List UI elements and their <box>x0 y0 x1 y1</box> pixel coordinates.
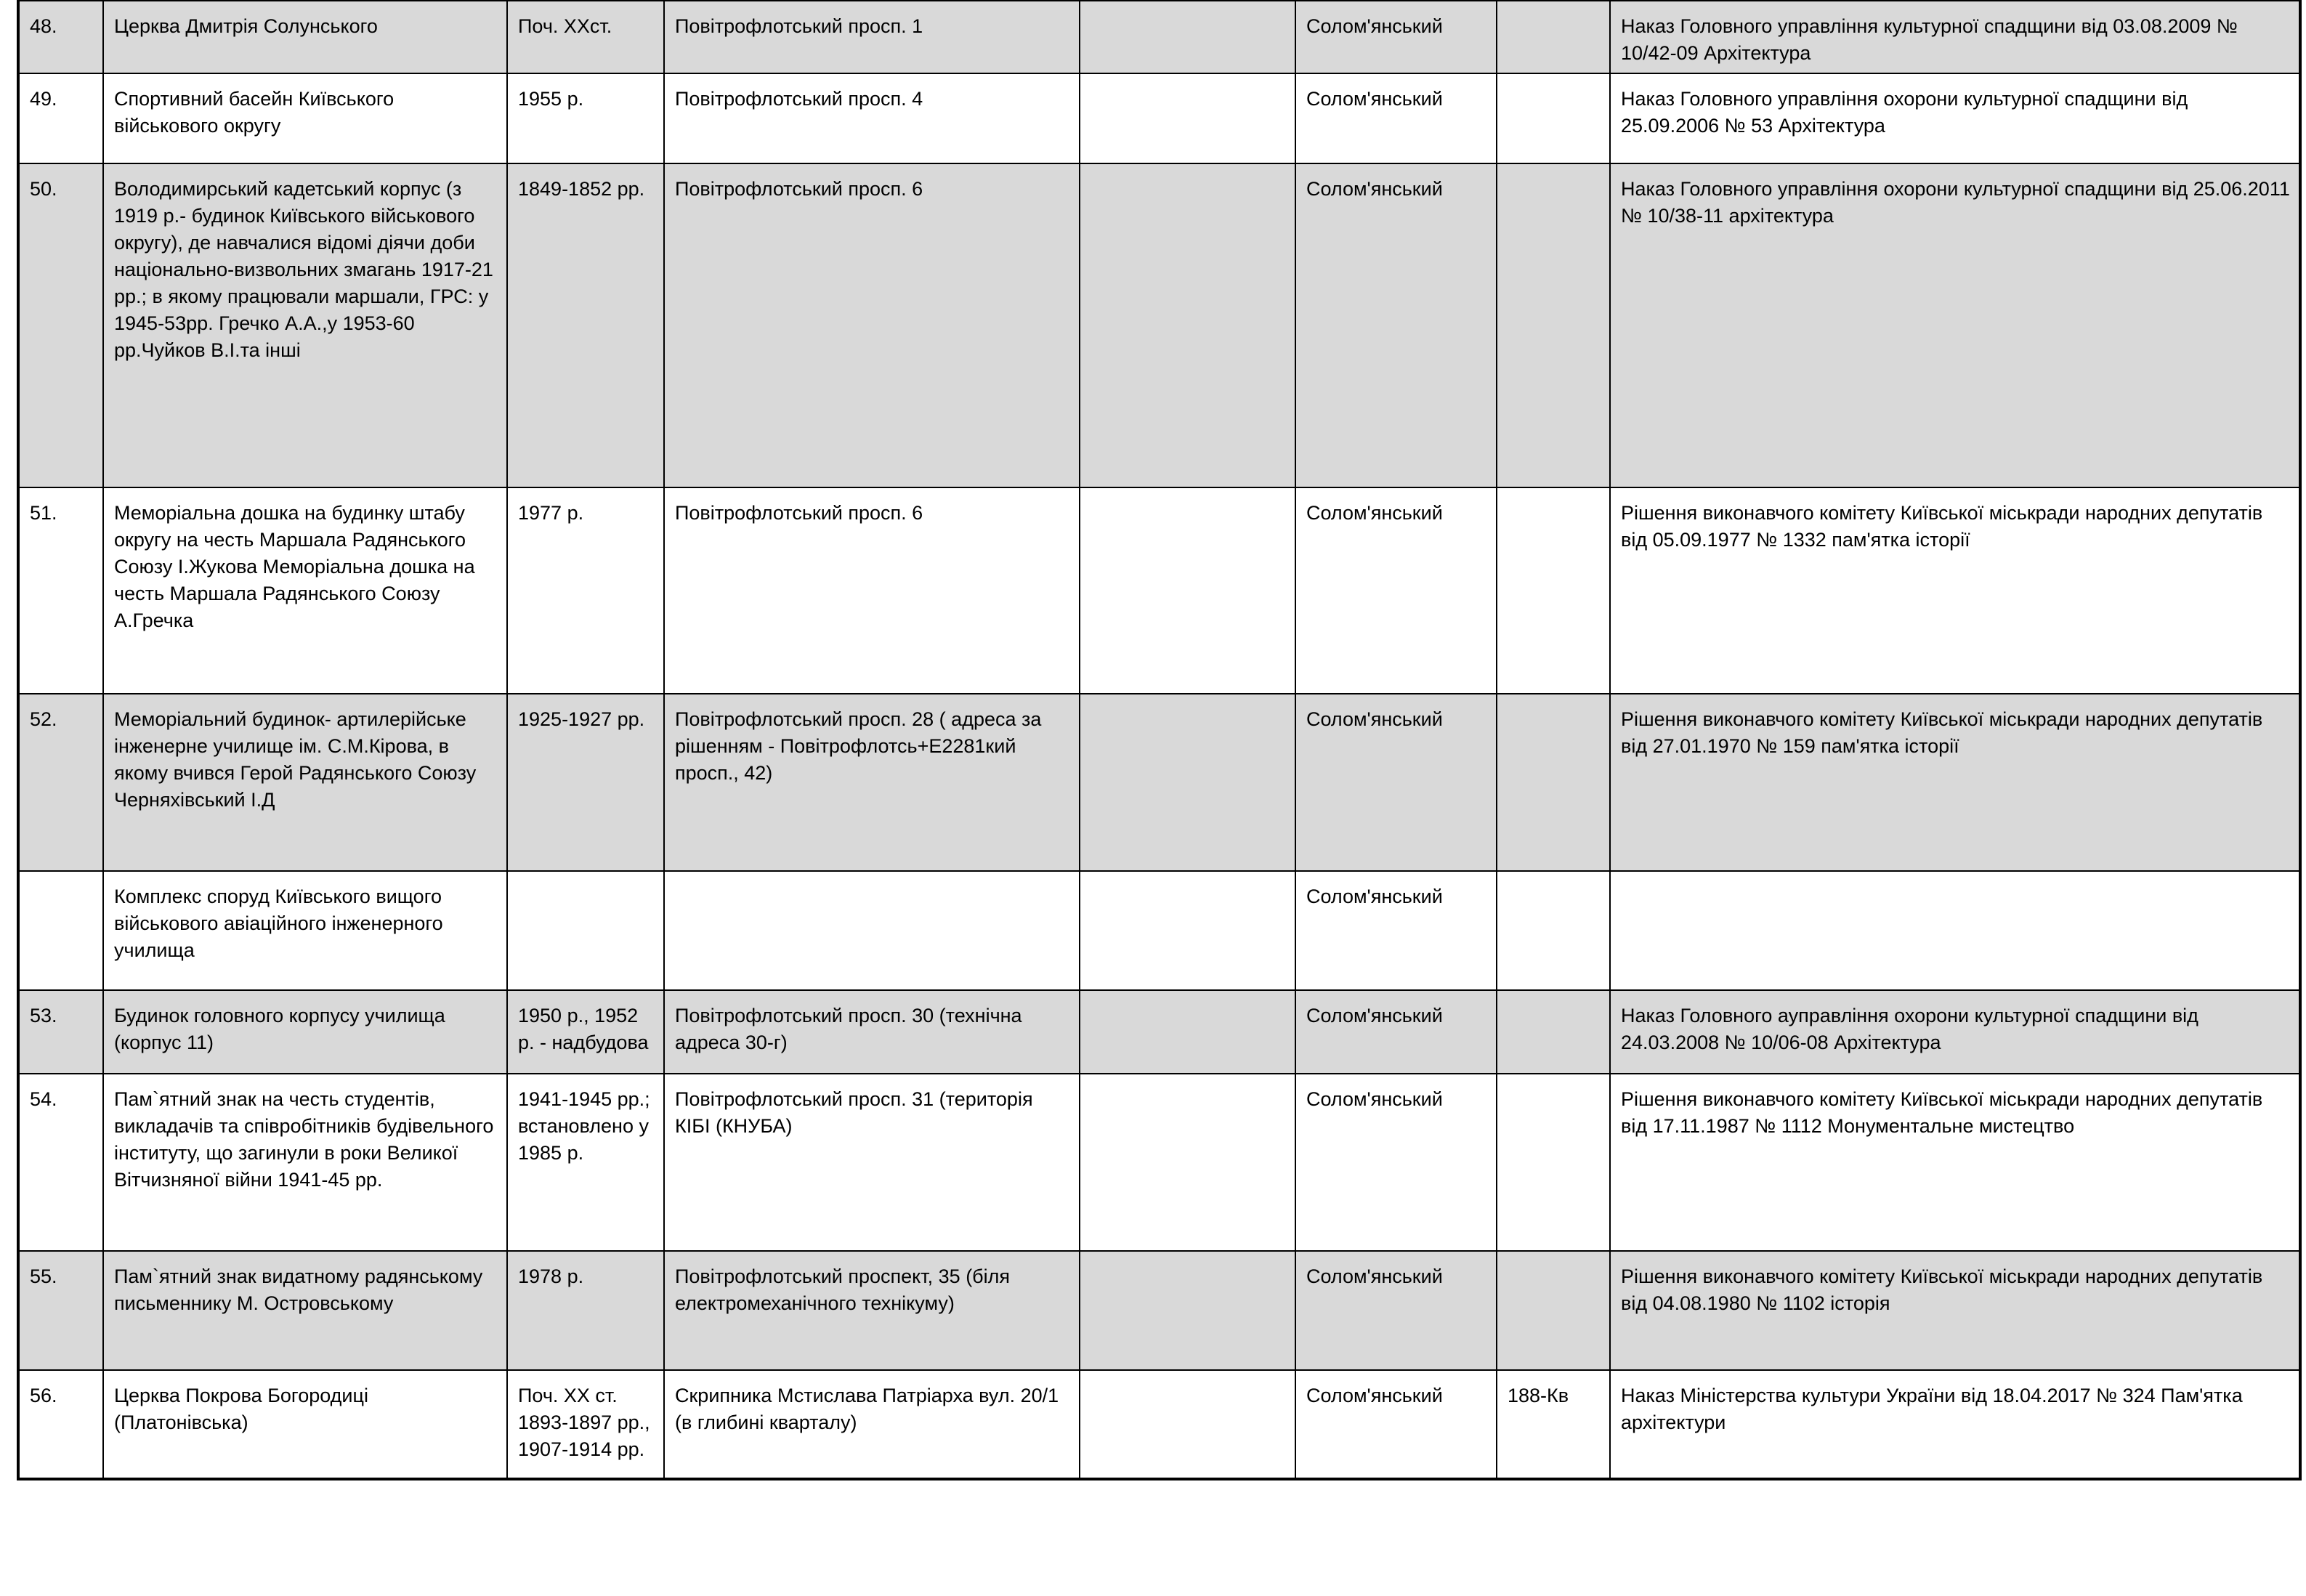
monuments-table <box>17 0 2302 1480</box>
district-cell: Солом'янський <box>1295 1074 1497 1251</box>
table-row <box>18 487 2300 694</box>
district-cell: Солом'янський <box>1295 163 1497 487</box>
object-date-cell: 1849-1852 рр. <box>507 163 664 487</box>
protection-code-cell <box>1497 871 1610 990</box>
district-cell: Солом'янський <box>1295 487 1497 694</box>
object-date-cell: 1955 р. <box>507 73 664 163</box>
object-address-cell: Повітрофлотський просп. 6 <box>664 163 1080 487</box>
protection-code-cell: 188-Кв <box>1497 1370 1610 1479</box>
table-body <box>18 1 2300 1479</box>
empty-cell-cell <box>1080 694 1295 871</box>
row-number-cell: 56. <box>18 1370 103 1479</box>
object-address-cell: Повітрофлотський просп. 30 (технічна адреса 30-г) <box>664 990 1080 1074</box>
object-name-cell: Володимирський кадетський корпус (з 1919 р.- будинок Київського військового округу), де навчалися відомі діячи доби національно-визвольних змагань 1917-21 рр.; в якому працювали маршали, ГРС: у 1945-53рр. Гречко А.А.,у 1953-60 рр.Чуйков В.І.та інші <box>103 163 507 487</box>
protection-code-cell <box>1497 1 1610 73</box>
legal-document-cell <box>1610 871 2300 990</box>
protection-code-cell <box>1497 694 1610 871</box>
row-number-cell: 51. <box>18 487 103 694</box>
legal-document-cell: Наказ Головного управління охорони культурної спадщини від 25.06.2011 № 10/38-11 архітектура <box>1610 163 2300 487</box>
district-cell: Солом'янський <box>1295 1251 1497 1370</box>
object-date-cell: 1978 р. <box>507 1251 664 1370</box>
legal-document-cell: Рішення виконавчого комітету Київської міськради народних депутатів від 05.09.1977 № 1332 пам'ятка історії <box>1610 487 2300 694</box>
district-cell: Солом'янський <box>1295 694 1497 871</box>
empty-cell-cell <box>1080 871 1295 990</box>
object-date-cell: 1950 р., 1952 р. - надбудова <box>507 990 664 1074</box>
object-date-cell: Поч. ХХст. <box>507 1 664 73</box>
object-name-cell: Пам`ятний знак видатному радянському письменнику М. Островському <box>103 1251 507 1370</box>
district-cell: Солом'янський <box>1295 1370 1497 1479</box>
row-number-cell: 50. <box>18 163 103 487</box>
row-number-cell: 55. <box>18 1251 103 1370</box>
empty-cell-cell <box>1080 1074 1295 1251</box>
object-date-cell: Поч. ХХ ст. 1893-1897 рр., 1907-1914 рр. <box>507 1370 664 1479</box>
row-number-cell: 49. <box>18 73 103 163</box>
table-row <box>18 871 2300 990</box>
object-name-cell: Меморіальна дошка на будинку штабу округу на честь Маршала Радянського Союзу І.Жукова Меморіальна дошка на честь Маршала Радянського Союзу А.Гречка <box>103 487 507 694</box>
empty-cell-cell <box>1080 487 1295 694</box>
district-cell: Солом'янський <box>1295 871 1497 990</box>
table-row <box>18 1370 2300 1479</box>
district-cell: Солом'янський <box>1295 1 1497 73</box>
object-name-cell: Будинок головного корпусу училища (корпус 11) <box>103 990 507 1074</box>
legal-document-cell: Наказ Головного управління культурної спадщини від 03.08.2009 № 10/42-09 Архітектура <box>1610 1 2300 73</box>
empty-cell-cell <box>1080 73 1295 163</box>
legal-document-cell: Рішення виконавчого комітету Київської міськради народних депутатів від 04.08.1980 № 1102 історія <box>1610 1251 2300 1370</box>
object-name-cell: Пам`ятний знак на честь студентів, викладачів та співробітників будівельного інституту, що загинули в роки Великої Вітчизняної війни 1941-45 рр. <box>103 1074 507 1251</box>
table-row <box>18 1 2300 73</box>
object-address-cell: Повітрофлотський просп. 31 (територія КІБІ (КНУБА) <box>664 1074 1080 1251</box>
protection-code-cell <box>1497 1074 1610 1251</box>
object-address-cell: Повітрофлотський просп. 1 <box>664 1 1080 73</box>
row-number-cell: 54. <box>18 1074 103 1251</box>
row-number-cell: 48. <box>18 1 103 73</box>
empty-cell-cell <box>1080 1 1295 73</box>
table-row <box>18 163 2300 487</box>
object-name-cell: Меморіальний будинок- артилерійське інженерне училище ім. С.М.Кірова, в якому вчився Герой Радянського Союзу Черняхівський І.Д <box>103 694 507 871</box>
table-row <box>18 73 2300 163</box>
object-date-cell: 1925-1927 рр. <box>507 694 664 871</box>
object-address-cell: Повітрофлотський просп. 28 ( адреса за рішенням - Повітрофлотсь+E2281кий просп., 42) <box>664 694 1080 871</box>
protection-code-cell <box>1497 487 1610 694</box>
legal-document-cell: Наказ Головного ауправління охорони культурної спадщини від 24.03.2008 № 10/06-08 Архітектура <box>1610 990 2300 1074</box>
protection-code-cell <box>1497 990 1610 1074</box>
table-row <box>18 1074 2300 1251</box>
table-row <box>18 1251 2300 1370</box>
object-address-cell <box>664 871 1080 990</box>
object-name-cell: Церква Покрова Богородиці (Платонівська) <box>103 1370 507 1479</box>
table-row <box>18 694 2300 871</box>
object-name-cell: Комплекс споруд Київського вищого військового авіаційного інженерного училища <box>103 871 507 990</box>
protection-code-cell <box>1497 1251 1610 1370</box>
object-name-cell: Спортивний басейн Київського військового округу <box>103 73 507 163</box>
object-date-cell: 1941-1945 рр.; встановлено у 1985 р. <box>507 1074 664 1251</box>
row-number-cell <box>18 871 103 990</box>
district-cell: Солом'янський <box>1295 990 1497 1074</box>
object-date-cell: 1977 р. <box>507 487 664 694</box>
empty-cell-cell <box>1080 1370 1295 1479</box>
object-address-cell: Повітрофлотський просп. 4 <box>664 73 1080 163</box>
table-row <box>18 990 2300 1074</box>
district-cell: Солом'янський <box>1295 73 1497 163</box>
protection-code-cell <box>1497 73 1610 163</box>
legal-document-cell: Наказ Головного управління охорони культурної спадщини від 25.09.2006 № 53 Архітектура <box>1610 73 2300 163</box>
legal-document-cell: Наказ Міністерства культури України від 18.04.2017 № 324 Пам'ятка архітектури <box>1610 1370 2300 1479</box>
object-address-cell: Повітрофлотський просп. 6 <box>664 487 1080 694</box>
empty-cell-cell <box>1080 990 1295 1074</box>
legal-document-cell: Рішення виконавчого комітету Київської міськради народних депутатів від 17.11.1987 № 1112 Монументальне мистецтво <box>1610 1074 2300 1251</box>
protection-code-cell <box>1497 163 1610 487</box>
legal-document-cell: Рішення виконавчого комітету Київської міськради народних депутатів від 27.01.1970 № 159 пам'ятка історії <box>1610 694 2300 871</box>
object-name-cell: Церква Дмитрія Солунського <box>103 1 507 73</box>
row-number-cell: 52. <box>18 694 103 871</box>
object-address-cell: Скрипника Мстислава Патріарха вул. 20/1 (в глибині кварталу) <box>664 1370 1080 1479</box>
empty-cell-cell <box>1080 1251 1295 1370</box>
object-address-cell: Повітрофлотський проспект, 35 (біля електромеханічного технікуму) <box>664 1251 1080 1370</box>
row-number-cell: 53. <box>18 990 103 1074</box>
object-date-cell <box>507 871 664 990</box>
empty-cell-cell <box>1080 163 1295 487</box>
